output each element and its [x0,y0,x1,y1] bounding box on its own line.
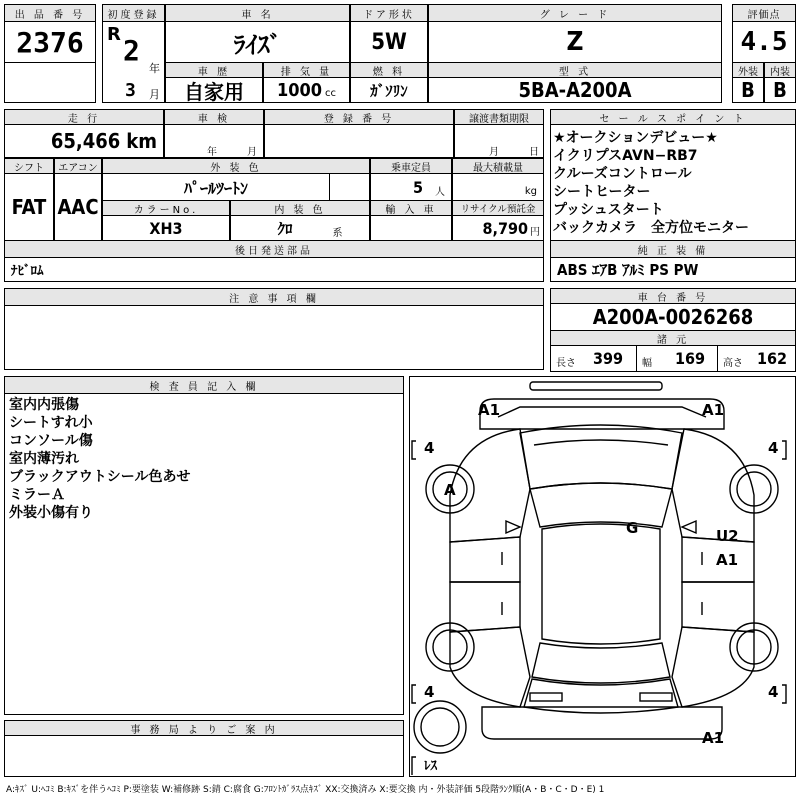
displacement: 1000 [276,79,323,101]
registration-number-cell [264,124,454,158]
capacity: 5 [412,177,423,197]
equipment-label: 純 正 装 備 [550,240,796,258]
sales-point-line: プッシュスタート [553,202,664,218]
mileage-unit: km [126,129,157,153]
mark-wheel-a: A [444,481,456,499]
import-cell [370,215,452,241]
exterior-grade-label: 外装 [732,62,764,78]
mark-front-left: A1 [478,401,501,419]
later-parts-label: 後日発送部品 [4,240,544,258]
grade: Z [428,21,722,63]
first-registration-cell [102,21,165,103]
width: 169 [675,349,706,368]
inspector-note-line: ミラーＡ [9,487,65,503]
grade-label: グ レ ー ド [428,4,722,22]
score: 4.5 [732,21,796,63]
mark-door-a1: A1 [716,551,739,569]
fuel-label: 燃 料 [350,62,428,78]
inspection-cell [164,124,264,158]
recycle-fee: 8,790 [482,218,528,238]
later-parts: ﾅﾋﾞﾛﾑ [4,257,544,282]
specs-label: 諸 元 [550,330,796,346]
shift: FAT [4,173,54,241]
chassis-label: 車 台 番 号 [550,288,796,304]
year: 2 [123,34,140,67]
ac-label: エアコン [54,158,102,174]
height: 162 [757,349,788,368]
displacement-unit: cc [325,87,337,99]
capacity-label: 乗車定員 [370,158,452,174]
mark-door-u2: U2 [716,527,739,545]
interior-grade-label: 内装 [764,62,796,78]
inspector-note-line: シートすれ小 [9,415,93,431]
length: 399 [593,349,624,368]
color-number-label: カラーNo. [102,200,230,216]
sales-points [550,124,796,241]
mark-spare: ﾚｽ [424,759,437,774]
interior-color-cell [230,215,370,241]
mark-front-right: A1 [702,401,725,419]
max-load-unit: kg [524,185,537,197]
notes-label: 注 意 事 項 欄 [4,288,544,306]
height-label: 高さ [723,358,743,369]
color-number: XH3 [102,215,230,241]
mark-rear: A1 [702,729,725,747]
car-diagram [409,376,796,777]
sales-point-line: クルーズコントロール [553,166,692,182]
recycle-fee-label: リサイクル預託金 [452,200,544,216]
inspection-month-unit: 月 [247,147,257,158]
interior-grade: B [764,77,796,103]
max-load-label: 最大積載量 [452,158,544,174]
recycle-fee-cell [452,215,544,241]
sales-point-line: ★オークションデビュー★ [553,130,718,146]
displacement-label: 排 気 量 [263,62,350,78]
max-load-cell [452,173,544,201]
era: R [107,24,121,45]
sales-points-label: セ ー ル ス ポ イ ン ト [550,109,796,125]
mark-glass: G [626,519,639,537]
transfer-month-unit: 月 [489,147,499,158]
car-name: ﾗｲｽﾞ [165,21,350,63]
exterior-color: ﾊﾟｰﾙﾂｰﾄﾝ [102,173,330,201]
ac: AAC [54,173,102,241]
inspection-year-unit: 年 [207,147,217,158]
specs-divider [636,346,637,371]
car-name-label: 車 名 [165,4,350,22]
notes [4,305,544,370]
shift-label: シフト [4,158,54,174]
specs-divider [717,346,718,371]
inspector-label: 検 査 員 記 入 欄 [4,376,404,394]
car-diagram-svg [410,377,795,776]
displacement-cell [263,77,350,103]
length-label: 長さ [556,358,576,369]
inspection-label: 車 検 [164,109,264,125]
inspector-notes [4,393,404,715]
inspector-note-line: 外装小傷有り [9,505,93,521]
inspector-note-line: ブラックアウトシール色あせ [9,469,191,485]
office-label: 事 務 局 よ り ご 案 内 [4,720,404,736]
score-label: 評価点 [732,4,796,22]
mark-tire-front-left: 4 [424,439,435,457]
lot-blank [4,62,96,103]
mileage: 65,466 [50,129,121,153]
capacity-unit: 人 [435,186,445,198]
history-label: 車 歴 [165,62,263,78]
interior-color: ｸﾛ [277,219,293,238]
exterior-color-label: 外 装 色 [102,158,370,174]
first-registration-label: 初度登録 [102,4,165,22]
door-label: ドア形状 [350,4,428,22]
sales-point-line: バックカメラ 全方位モニター [553,220,749,236]
history: 自家用 [165,77,263,103]
exterior-grade: B [732,77,764,103]
door-type: 5W [350,21,428,63]
fuel: ｶﾞｿﾘﾝ [350,77,428,103]
mark-tire-front-right: 4 [768,439,779,457]
lot-number-label: 出 品 番 号 [4,4,96,22]
width-label: 幅 [642,358,652,369]
inspector-note-line: コンソール傷 [9,433,93,449]
year-unit: 年 [149,62,160,75]
inspector-note-line: 室内内張傷 [9,397,79,413]
inspector-note-line: 室内薄汚れ [9,451,79,467]
legend: A:ｷｽﾞ U:ﾍｺﾐ B:ｷｽﾞを伴うﾍｺﾐ P:要塗装 W:補修跡 S:錆 C:腐食 G:ﾌﾛﾝﾄｶﾞﾗｽ点ｷｽﾞ XX:交換済み X:要交換 内・外装評価 5段階ﾗﾝｸ順(A・B・C・D・E) 1 [6,785,605,795]
sales-point-line: シートヒーター [553,184,651,200]
model-code: 5BA-A200A [428,77,722,103]
exterior-color-extra [329,173,370,201]
mark-tire-rear-right: 4 [768,683,779,701]
model-label: 型 式 [428,62,722,78]
transfer-deadline-cell [454,124,544,158]
month: 3 [125,80,136,101]
capacity-cell [370,173,452,201]
lot-number: 2376 [4,21,96,63]
office-notes [4,735,404,777]
month-unit: 月 [149,88,160,101]
interior-color-label: 内 装 色 [230,200,370,216]
import-label: 輸 入 車 [370,200,452,216]
recycle-fee-unit: 円 [530,226,540,238]
interior-color-unit: 系 [332,227,343,239]
registration-number-label: 登 録 番 号 [264,109,454,125]
sales-point-line: イクリプスAVN−RB7 [553,148,698,164]
mark-tire-rear-left: 4 [424,683,435,701]
transfer-day-unit: 日 [529,147,539,158]
specs-row [550,345,796,372]
equipment: ABS ｴｱB ｱﾙﾐ PS PW [550,257,796,282]
mileage-cell [4,124,164,158]
chassis-number: A200A-0026268 [550,303,796,331]
mileage-label: 走 行 [4,109,164,125]
transfer-deadline-label: 譲渡書類期限 [454,109,544,125]
